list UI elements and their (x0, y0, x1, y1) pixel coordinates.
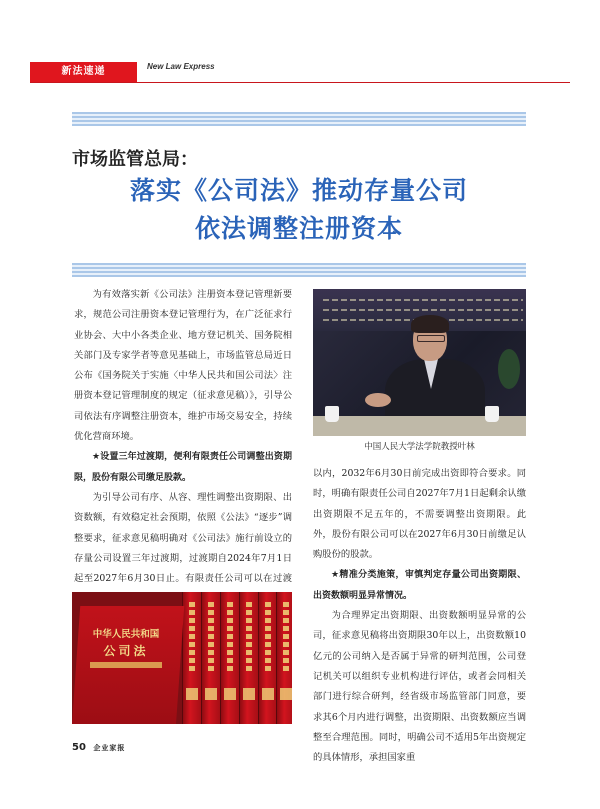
subheading: ★精准分类施策，审慎判定存量公司出资期限、出资数额明显异常情况。 (313, 570, 526, 601)
spine-text (189, 602, 195, 672)
spine-label (262, 688, 274, 700)
tea-cup (325, 406, 339, 422)
article-column-right (313, 464, 526, 768)
page-footer (72, 742, 125, 753)
spine-text (283, 602, 289, 672)
title-kicker: 市场监管总局： (72, 149, 198, 170)
book-cover-band (90, 662, 162, 668)
book-spine (258, 592, 277, 724)
spine-label (205, 688, 217, 700)
decorative-stripe-top (72, 112, 526, 126)
photo-banner-line (323, 309, 523, 311)
speaker-glasses (417, 335, 445, 342)
book-spine (239, 592, 258, 724)
article-column-left (74, 285, 292, 610)
magazine-name: 企业家报 (93, 744, 126, 752)
paragraph: 以内，2032年6月30日前完成出资即符合要求。同时，明确有限责任公司自2027年7月1日起剩余认缴出资期限不足五年的，不需要调整出资期限。此外，股份有限公司可以在2027年6月30日前缴足认购股份的股款。 (313, 468, 526, 561)
book-spine (201, 592, 220, 724)
speaker-hand (365, 393, 391, 407)
spine-text (227, 602, 233, 672)
spine-text (208, 602, 214, 672)
book-spine (276, 592, 292, 724)
section-label-en: New Law Express (147, 62, 215, 71)
photo-caption: 中国人民大学法学院教授叶林 (364, 442, 475, 452)
book-spine (220, 592, 239, 724)
subheading: ★设置三年过渡期，便利有限责任公司调整出资期限，股份有限公司缴足股款。 (74, 452, 292, 483)
spine-label (280, 688, 292, 700)
speaker-photo (313, 289, 526, 436)
spine-label (186, 688, 198, 700)
headline-line-1: 落实《公司法》推动存量公司 (129, 176, 468, 205)
book-cover-title-2: 公司法 (103, 644, 149, 658)
paragraph: 为有效落实新《公司法》注册资本登记管理新要求，规范公司注册资本登记管理行为，在广泛征求行业协会、大中小各类企业、地方登记机关、国务院相关部门及专家学者等意见基础上，市场监管总局近日公布《国务院关于实施〈中华人民共和国公司法〉注册资本登记管理制度的规定（征求意见稿）》，引导公司依法有序调整注册资本，维护市场交易安全，持续优化营商环境。 (74, 289, 292, 443)
tea-cup (485, 406, 499, 422)
book-spine (182, 592, 201, 724)
spine-text (265, 602, 271, 672)
speaker-hair (411, 315, 449, 333)
photo-banner-line (323, 299, 523, 301)
spine-label (224, 688, 236, 700)
section-header (30, 62, 570, 83)
law-books-photo (72, 592, 292, 724)
spine-text (246, 602, 252, 672)
page-number: 50 (72, 742, 86, 753)
paragraph: 为引导公司有序、从容、理性调整出资期限、出资数额，有效稳定社会预期，依照《公法》“逐步”调整要求，征求意见稿明确对《公司法》施行前设立的存量公司设置三年过渡期，过渡期自2024年7月1日起至2027年6月30日止。有限责任公司可以在过渡 (74, 491, 292, 585)
headline-line-2: 依法调整注册资本 (194, 214, 403, 243)
paragraph: 为合理界定出资期限、出资数额明显异常的公司，征求意见稿将出资期限30年以上，出资数额10亿元的公司纳入是否属于异常的研判范围，公司登记机关可以组织专业机构进行评估，或者会同相关部门进行综合研判，经省级市场监管部门同意，要求其6个月内进行调整，出资期限、出资数额应当调整至合理范围。同时，明确公司不适用5年出资规定的具体情形，承担国家重 (313, 610, 526, 764)
spine-label (243, 688, 255, 700)
book-cover-title-1: 中华人民共和国 (92, 629, 160, 640)
photo-plant (498, 349, 520, 389)
section-label: 新法速递 (30, 62, 137, 82)
decorative-stripe-bottom (72, 263, 526, 277)
